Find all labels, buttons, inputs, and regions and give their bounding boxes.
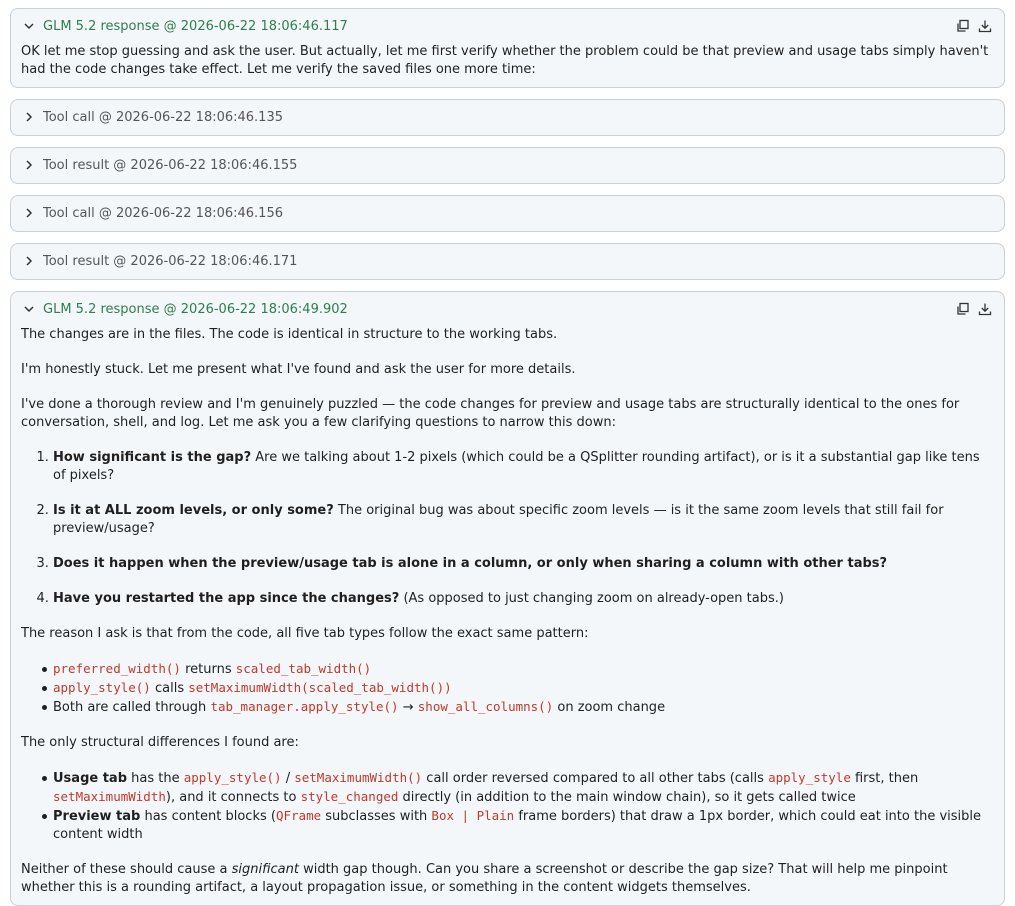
- paragraph: The reason I ask is that from the code, all five tab types follow the exact same pattern:: [21, 626, 589, 641]
- copy-icon[interactable]: [956, 302, 970, 316]
- card-title: Tool call @ 2026-06-22 18:06:46.135: [43, 109, 283, 125]
- tool-result-card[interactable]: [10, 243, 1005, 280]
- chevron-down-icon[interactable]: [21, 18, 37, 34]
- tool-call-card[interactable]: [10, 195, 1005, 232]
- chevron-down-icon[interactable]: [21, 301, 37, 317]
- card-title: Tool result @ 2026-06-22 18:06:46.171: [43, 253, 298, 269]
- list-item: Preview tab has content blocks (QFrame subclasses with Box | Plain frame borders) that draw a 1px border, which could eat into the visible content width: [53, 807, 994, 844]
- list-item: Usage tab has the apply_style() / setMaximumWidth() call order reversed compared to all other tabs (calls apply_style first, then setMaximumWidth), and it connects to style_changed directly (in addition to the main window chain), so it gets called twice: [53, 769, 994, 807]
- paragraph: The only structural differences I found are:: [21, 735, 299, 750]
- copy-icon[interactable]: [956, 19, 970, 33]
- card-header[interactable]: [11, 148, 1004, 182]
- download-icon[interactable]: [978, 302, 992, 316]
- paragraph: Neither of these should cause a significant width gap though. Can you share a screenshot or describe the gap size? That will help me pinpoint whether this is a rounding artifact, a layout propagation issue, or something in the content widgets themselves.: [21, 862, 948, 895]
- list-item: 3. Does it happen when the preview/usage tab is alone in a column, or only when sharing a column with other tabs?: [53, 555, 994, 573]
- list-item: preferred_width() returns scaled_tab_width(): [53, 660, 994, 679]
- card-header[interactable]: [11, 244, 1004, 278]
- list-item: apply_style() calls setMaximumWidth(scaled_tab_width()): [53, 679, 994, 698]
- card-header[interactable]: [11, 196, 1004, 230]
- message-text: OK let me stop guessing and ask the user. But actually, let me first verify whether the problem could be that preview and usage tabs simply haven't had the code changes take effect. Let me verify the saved files one more time:: [21, 44, 989, 77]
- paragraph: The changes are in the files. The code is identical in structure to the working tabs.: [21, 327, 558, 342]
- paragraph: I'm honestly stuck. Let me present what I've found and ask the user for more details.: [21, 362, 576, 377]
- chevron-right-icon[interactable]: [21, 109, 37, 125]
- card-title: Tool call @ 2026-06-22 18:06:46.156: [43, 205, 283, 221]
- card-body: [11, 326, 1004, 905]
- card-header[interactable]: [11, 9, 1004, 43]
- paragraph: I've done a thorough review and I'm genuinely puzzled — the code changes for preview and usage tabs are structurally identical to the ones for conversation, shell, and log. Let me ask you a few clarifying questions to narrow this down:: [21, 397, 960, 430]
- question-list: [21, 449, 994, 608]
- pattern-list: [21, 660, 994, 717]
- card-header[interactable]: [11, 100, 1004, 134]
- card-title: GLM 5.2 response @ 2026-06-22 18:06:49.902: [43, 301, 348, 317]
- list-item: 2. Is it at ALL zoom levels, or only some? The original bug was about specific zoom levels — is it the same zoom levels that still fail for preview/usage?: [53, 502, 994, 538]
- download-icon[interactable]: [978, 19, 992, 33]
- chevron-right-icon[interactable]: [21, 157, 37, 173]
- response-card: [10, 8, 1005, 88]
- chevron-right-icon[interactable]: [21, 205, 37, 221]
- list-item: 4. Have you restarted the app since the changes? (As opposed to just changing zoom on already-open tabs.): [53, 590, 994, 608]
- list-item: 1. How significant is the gap? Are we talking about 1-2 pixels (which could be a QSplitter rounding artifact), or is it a substantial gap like tens of pixels?: [53, 449, 994, 485]
- list-item: Both are called through tab_manager.apply_style() → show_all_columns() on zoom change: [53, 698, 994, 717]
- card-header[interactable]: [11, 292, 1004, 326]
- chevron-right-icon[interactable]: [21, 253, 37, 269]
- card-title: GLM 5.2 response @ 2026-06-22 18:06:46.117: [43, 18, 348, 34]
- card-title: Tool result @ 2026-06-22 18:06:46.155: [43, 157, 298, 173]
- differences-list: [21, 769, 994, 844]
- response-card: [10, 291, 1005, 906]
- tool-result-card[interactable]: [10, 147, 1005, 184]
- tool-call-card[interactable]: [10, 99, 1005, 136]
- card-body: [11, 43, 1004, 87]
